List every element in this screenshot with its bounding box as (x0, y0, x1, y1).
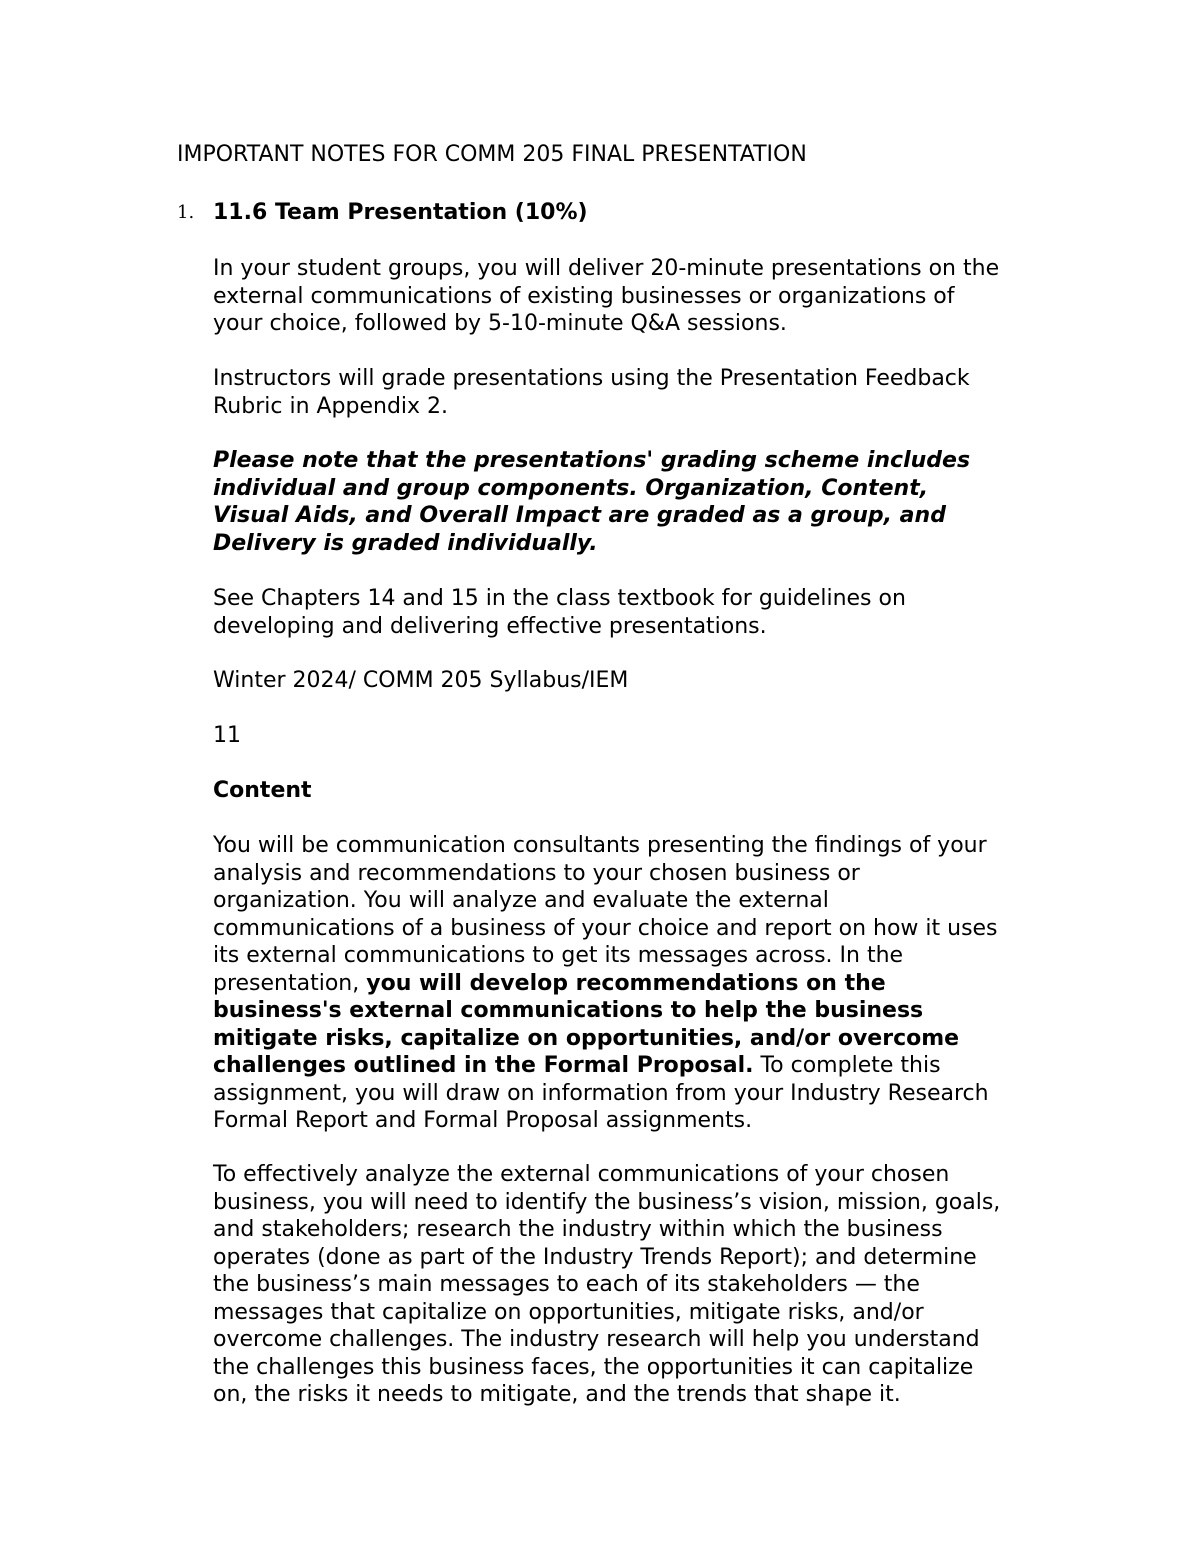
text-line (213, 1052, 1113, 1080)
text-line: To effectively analyze the external communications of your chosen (213, 1162, 950, 1187)
text-line: See Chapters 14 and 15 in the class textbook for guidelines on (213, 586, 906, 611)
syllabus-footer: Winter 2024/ COMM 205 Syllabus/IEM (213, 668, 629, 693)
chapters-paragraph (213, 585, 1113, 640)
text-line: overcome challenges. The industry research will help you understand (213, 1327, 980, 1352)
text-line: analysis and recommendations to your chosen business or (213, 860, 860, 886)
emphasis-text: you will develop recommendations on the (366, 970, 886, 996)
text-line: Rubric in Appendix 2. (213, 393, 449, 419)
text-line: operates (done as part of the Industry Trends Report); and determine (213, 1244, 977, 1270)
text-line: the challenges this business faces, the opportunities it can capitalize (213, 1354, 974, 1380)
text-line: business, you will need to identify the business’s vision, mission, goals, (213, 1189, 1001, 1215)
text-line: communications of a business of your choice and report on how it uses (213, 915, 998, 941)
text-line (213, 970, 1113, 998)
text-line: its external communications to get its messages across. In the (213, 943, 904, 968)
text-line: on, the risks it needs to mitigate, and the trends that shape it. (213, 1382, 901, 1407)
text-line: developing and delivering effective presentations. (213, 613, 767, 639)
section-heading: 11.6 Team Presentation (10%) (213, 200, 588, 225)
text-line: Delivery is graded individually. (213, 530, 598, 556)
text-line: and stakeholders; research the industry within which the business (213, 1217, 943, 1242)
content-paragraph (213, 832, 1113, 1135)
emphasis-text: challenges outlined in the Formal Proposal. (213, 1053, 754, 1078)
emphasis-line: mitigate risks, capitalize on opportunities, and/or overcome (213, 1025, 960, 1051)
page-number: 11 (213, 723, 241, 748)
text-line: In your student groups, you will deliver 20-minute presentations on the (213, 256, 1000, 281)
content-heading: Content (213, 778, 312, 803)
intro-paragraph (213, 255, 1113, 338)
text-line: external communications of existing businesses or organizations of (213, 283, 955, 309)
analysis-paragraph (213, 1161, 1113, 1409)
text-run: presentation, (213, 970, 367, 996)
text-line: Please note that the presentations' grading scheme includes (213, 448, 971, 473)
text-line: Instructors will grade presentations using the Presentation Feedback (213, 366, 970, 391)
text-line: assignment, you will draw on information from your Industry Research (213, 1080, 989, 1106)
grading-paragraph (213, 365, 1113, 420)
text-line: individual and group components. Organization, Content, (213, 475, 929, 501)
text-line: the business’s main messages to each of its stakeholders — the (213, 1272, 920, 1297)
text-line: your choice, followed by 5-10-minute Q&A sessions. (213, 311, 787, 336)
text-run: To complete this (753, 1053, 941, 1078)
list-item-number: 1. (177, 202, 195, 223)
document-title: IMPORTANT NOTES FOR COMM 205 FINAL PRESENTATION (177, 142, 807, 167)
emphasis-line: business's external communications to help the business (213, 998, 924, 1023)
text-line: organization. You will analyze and evaluate the external (213, 888, 829, 913)
text-line: You will be communication consultants presenting the findings of your (213, 833, 987, 858)
text-line: messages that capitalize on opportunities, mitigate risks, and/or (213, 1299, 924, 1325)
grading-note-paragraph (213, 447, 1113, 557)
text-line: Visual Aids, and Overall Impact are graded as a group, and (213, 503, 946, 528)
text-line: Formal Report and Formal Proposal assignments. (213, 1108, 753, 1133)
